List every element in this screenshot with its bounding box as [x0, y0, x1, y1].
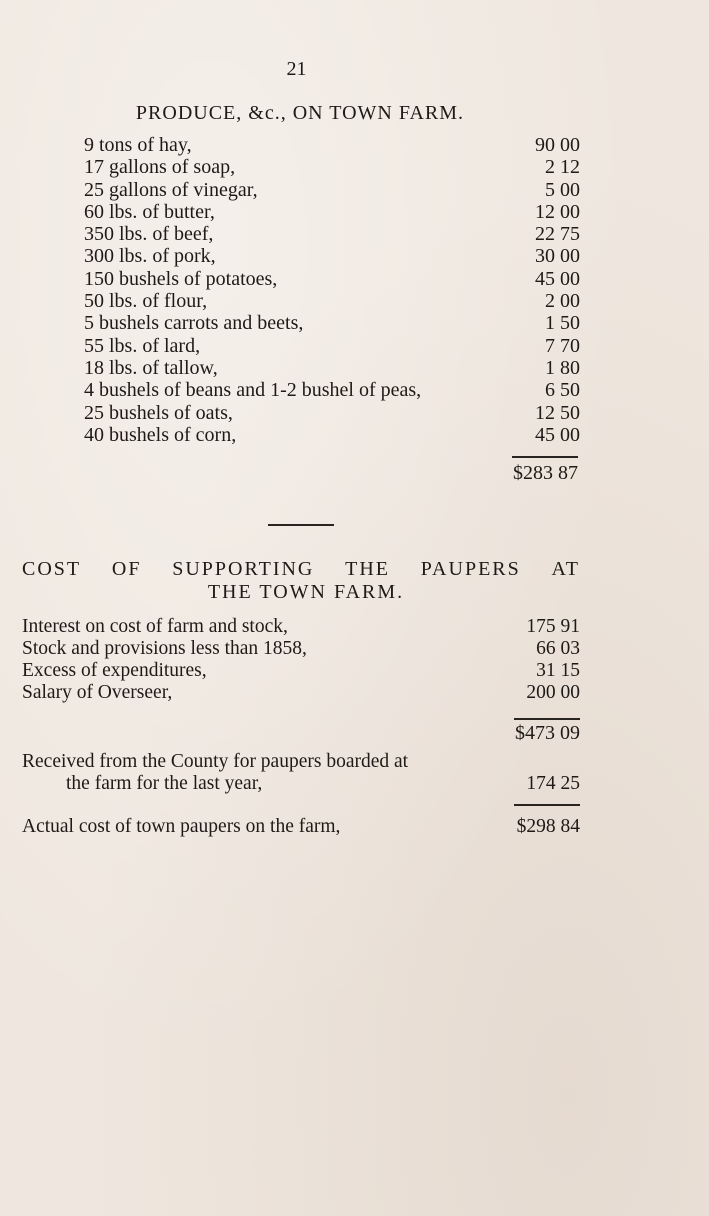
- produce-row: [84, 357, 580, 379]
- cost-heading-word: THE: [345, 558, 391, 580]
- cost-heading-word: OF: [111, 558, 142, 580]
- received-amount: 174 25: [526, 773, 580, 794]
- produce-row: [84, 201, 580, 223]
- produce-item-desc: 9 tons of hay,: [84, 134, 192, 156]
- cost-list: [22, 616, 580, 704]
- cost-row: [22, 682, 580, 704]
- produce-item-amount: 22 75: [535, 223, 580, 246]
- produce-item-desc: 5 bushels carrots and beets,: [84, 312, 304, 335]
- produce-item-amount: 12 00: [535, 200, 580, 223]
- produce-item-amount: 90 00: [535, 134, 580, 156]
- produce-item-desc: 17 gallons of soap,: [84, 156, 236, 179]
- produce-row: [84, 335, 580, 357]
- produce-item-amount: 12 50: [535, 401, 580, 424]
- produce-row: [84, 290, 580, 312]
- produce-total-rule: [512, 456, 578, 458]
- cost-heading-word: SUPPORTING: [172, 558, 315, 580]
- produce-list: [84, 134, 580, 446]
- cost-item-amount: 175 91: [526, 616, 580, 637]
- produce-heading: PRODUCE, &c., ON TOWN FARM.: [135, 102, 465, 124]
- produce-row: [84, 134, 580, 156]
- produce-row: [84, 179, 580, 201]
- cost-total: $473 09: [515, 722, 580, 744]
- produce-item-amount: 2 00: [545, 290, 580, 313]
- produce-item-amount: 45 00: [535, 267, 580, 290]
- cost-item-amount: 66 03: [536, 638, 580, 659]
- produce-item-desc: 150 bushels of potatoes,: [84, 267, 278, 290]
- cost-heading-line2: THE TOWN FARM.: [207, 581, 405, 603]
- produce-item-desc: 60 lbs. of butter,: [84, 200, 215, 223]
- cost-row: [22, 660, 580, 682]
- cost-item-desc: Interest on cost of farm and stock,: [22, 616, 288, 637]
- cost-item-amount: 200 00: [526, 682, 580, 703]
- produce-row: [84, 156, 580, 178]
- cost-item-desc: Excess of expenditures,: [22, 660, 207, 681]
- produce-row: [84, 245, 580, 267]
- actual-cost-row: [22, 816, 580, 838]
- produce-item-desc: 55 lbs. of lard,: [84, 334, 201, 357]
- cost-heading-word: COST: [22, 558, 82, 580]
- received-from-county: [22, 751, 580, 795]
- cost-heading-word: PAUPERS: [420, 558, 521, 580]
- produce-item-amount: 30 00: [535, 245, 580, 268]
- produce-row: [84, 268, 580, 290]
- produce-item-desc: 300 lbs. of pork,: [84, 245, 216, 268]
- produce-row: [84, 402, 580, 424]
- section-divider: [268, 524, 334, 526]
- produce-item-amount: 6 50: [545, 379, 580, 402]
- cost-row: [22, 638, 580, 660]
- cost-heading-word: AT: [551, 558, 580, 580]
- produce-item-amount: 1 80: [545, 356, 580, 379]
- cost-heading: [22, 558, 580, 603]
- cost-heading-line1: [22, 558, 580, 580]
- produce-total: $283 87: [513, 462, 578, 484]
- cost-item-amount: 31 15: [536, 660, 580, 681]
- cost-total-rule: [514, 718, 580, 720]
- received-line1: Received from the County for paupers boarded at: [22, 751, 409, 772]
- cost-item-desc: Stock and provisions less than 1858,: [22, 638, 307, 659]
- produce-item-desc: 350 lbs. of beef,: [84, 223, 214, 246]
- produce-item-desc: 4 bushels of beans and 1-2 bushel of peas,: [84, 379, 422, 402]
- actual-cost-amount: $298 84: [516, 816, 580, 837]
- produce-item-amount: 2 12: [545, 156, 580, 179]
- received-line2: the farm for the last year,: [66, 773, 263, 794]
- produce-item-desc: 50 lbs. of flour,: [84, 290, 208, 313]
- produce-row: [84, 379, 580, 401]
- produce-row: [84, 312, 580, 334]
- cost-item-desc: Salary of Overseer,: [22, 682, 173, 703]
- actual-cost-label: Actual cost of town paupers on the farm,: [22, 816, 341, 837]
- produce-item-amount: 45 00: [535, 423, 580, 446]
- produce-item-desc: 25 bushels of oats,: [84, 401, 233, 424]
- cost-row: [22, 616, 580, 638]
- actual-cost-rule: [514, 804, 580, 806]
- produce-item-amount: 1 50: [545, 312, 580, 335]
- produce-row: [84, 424, 580, 446]
- produce-row: [84, 223, 580, 245]
- produce-item-desc: 25 gallons of vinegar,: [84, 178, 258, 201]
- produce-item-amount: 5 00: [545, 178, 580, 201]
- page-number: 21: [286, 58, 307, 80]
- produce-item-desc: 18 lbs. of tallow,: [84, 356, 218, 379]
- produce-item-desc: 40 bushels of corn,: [84, 423, 237, 446]
- produce-item-amount: 7 70: [545, 334, 580, 357]
